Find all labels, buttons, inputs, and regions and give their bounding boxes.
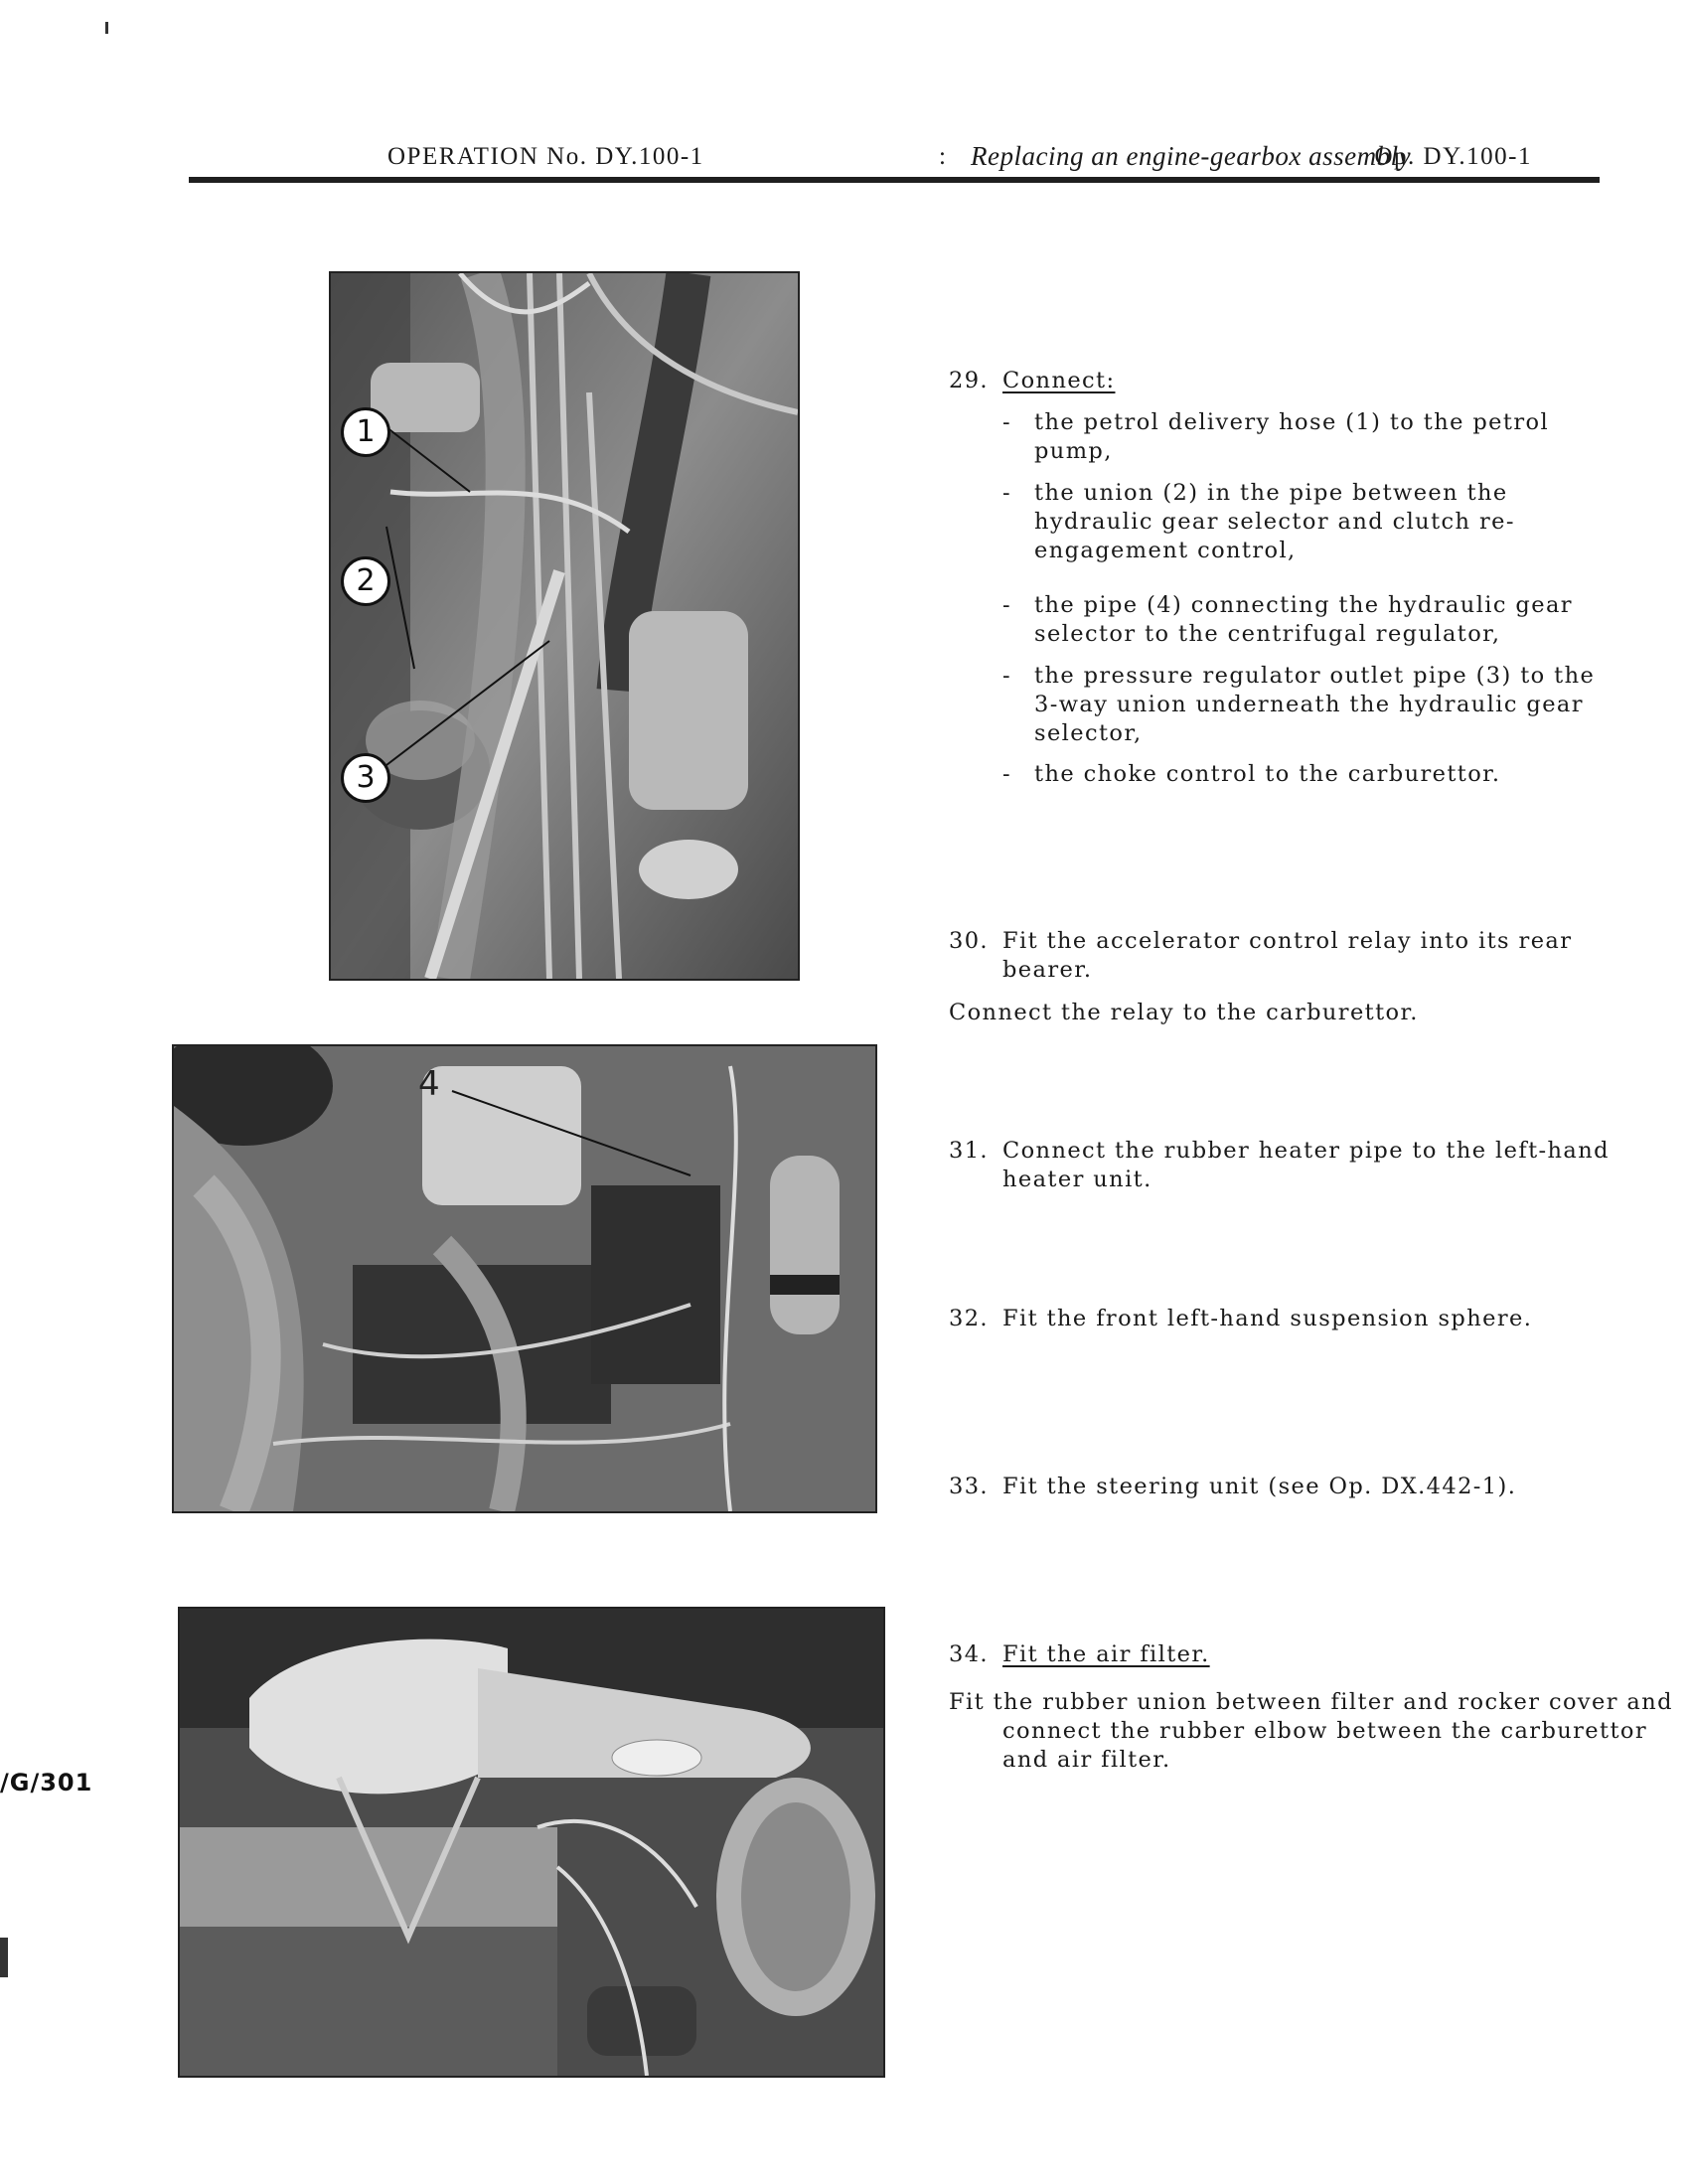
step-34: 34. Fit the air filter.: [949, 1641, 1210, 1667]
step-heading: Connect:: [1002, 368, 1116, 393]
margin-tick: [105, 22, 108, 34]
page-header: [189, 139, 1600, 179]
step-30-note: Connect the relay to the carburettor.: [949, 1000, 1419, 1025]
step-text: Connect the rubber heater pipe to the left-hand heater unit.: [1002, 1138, 1610, 1192]
engine-photo-gear-selector: [172, 1044, 877, 1513]
header-rule: [189, 177, 1600, 183]
step-31: 31. Connect the rubber heater pipe to the left-hand heater unit.: [949, 1137, 1624, 1194]
step-29-bullet-2: - the union (2) in the pipe between the hydraulic gear selector and clutch re-engagement control,: [1002, 480, 1515, 563]
step-text: Fit the steering unit (see Op. DX.442-1).: [1002, 1474, 1517, 1499]
step-34-note: Fit the rubber union between filter and rocker cover and connect the rubber elbow between the carburettor and air filter.: [949, 1689, 1673, 1773]
step-30: 30. Fit the accelerator control relay into its rear bearer.: [949, 927, 1624, 985]
engine-photo-hoses: [329, 271, 800, 981]
step-29-bullet-4: - the pressure regulator outlet pipe (3) to the 3-way union underneath the hydraulic gear selector,: [1002, 663, 1596, 746]
step-text: Fit the front left-hand suspension sphere.: [1002, 1306, 1533, 1331]
step-heading: Fit the air filter.: [1002, 1641, 1210, 1667]
step-29-bullet-5: - the choke control to the carburettor.: [1002, 761, 1501, 787]
operation-number: OPERATION No. DY.100-1: [387, 143, 704, 170]
callout-3: 3: [341, 753, 390, 803]
step-number: 29.: [949, 368, 989, 393]
step-32: 32. Fit the front left-hand suspension sphere.: [949, 1305, 1624, 1333]
header-separator: :: [939, 143, 948, 170]
step-29-bullet-3: - the pipe (4) connecting the hydraulic gear selector to the centrifugal regulator,: [1002, 592, 1573, 647]
callout-1: 1: [341, 407, 390, 457]
operation-title: Replacing an engine-gearbox assembly: [971, 141, 1412, 171]
operation-ref: Op. DY.100-1: [1374, 143, 1532, 170]
step-29-bullet-1: - the petrol delivery hose (1) to the petrol pump,: [1002, 409, 1550, 464]
margin-code: /G/301: [0, 1769, 93, 1796]
callout-4: 4: [418, 1064, 440, 1104]
callout-2: 2: [341, 556, 390, 606]
margin-tab: [0, 1938, 8, 1977]
step-33: 33. Fit the steering unit (see Op. DX.442-1).: [949, 1473, 1624, 1501]
step-text: Fit the accelerator control relay into its rear bearer.: [1002, 928, 1573, 983]
step-29: [949, 367, 1624, 395]
engine-photo-air-filter: [178, 1607, 885, 2078]
